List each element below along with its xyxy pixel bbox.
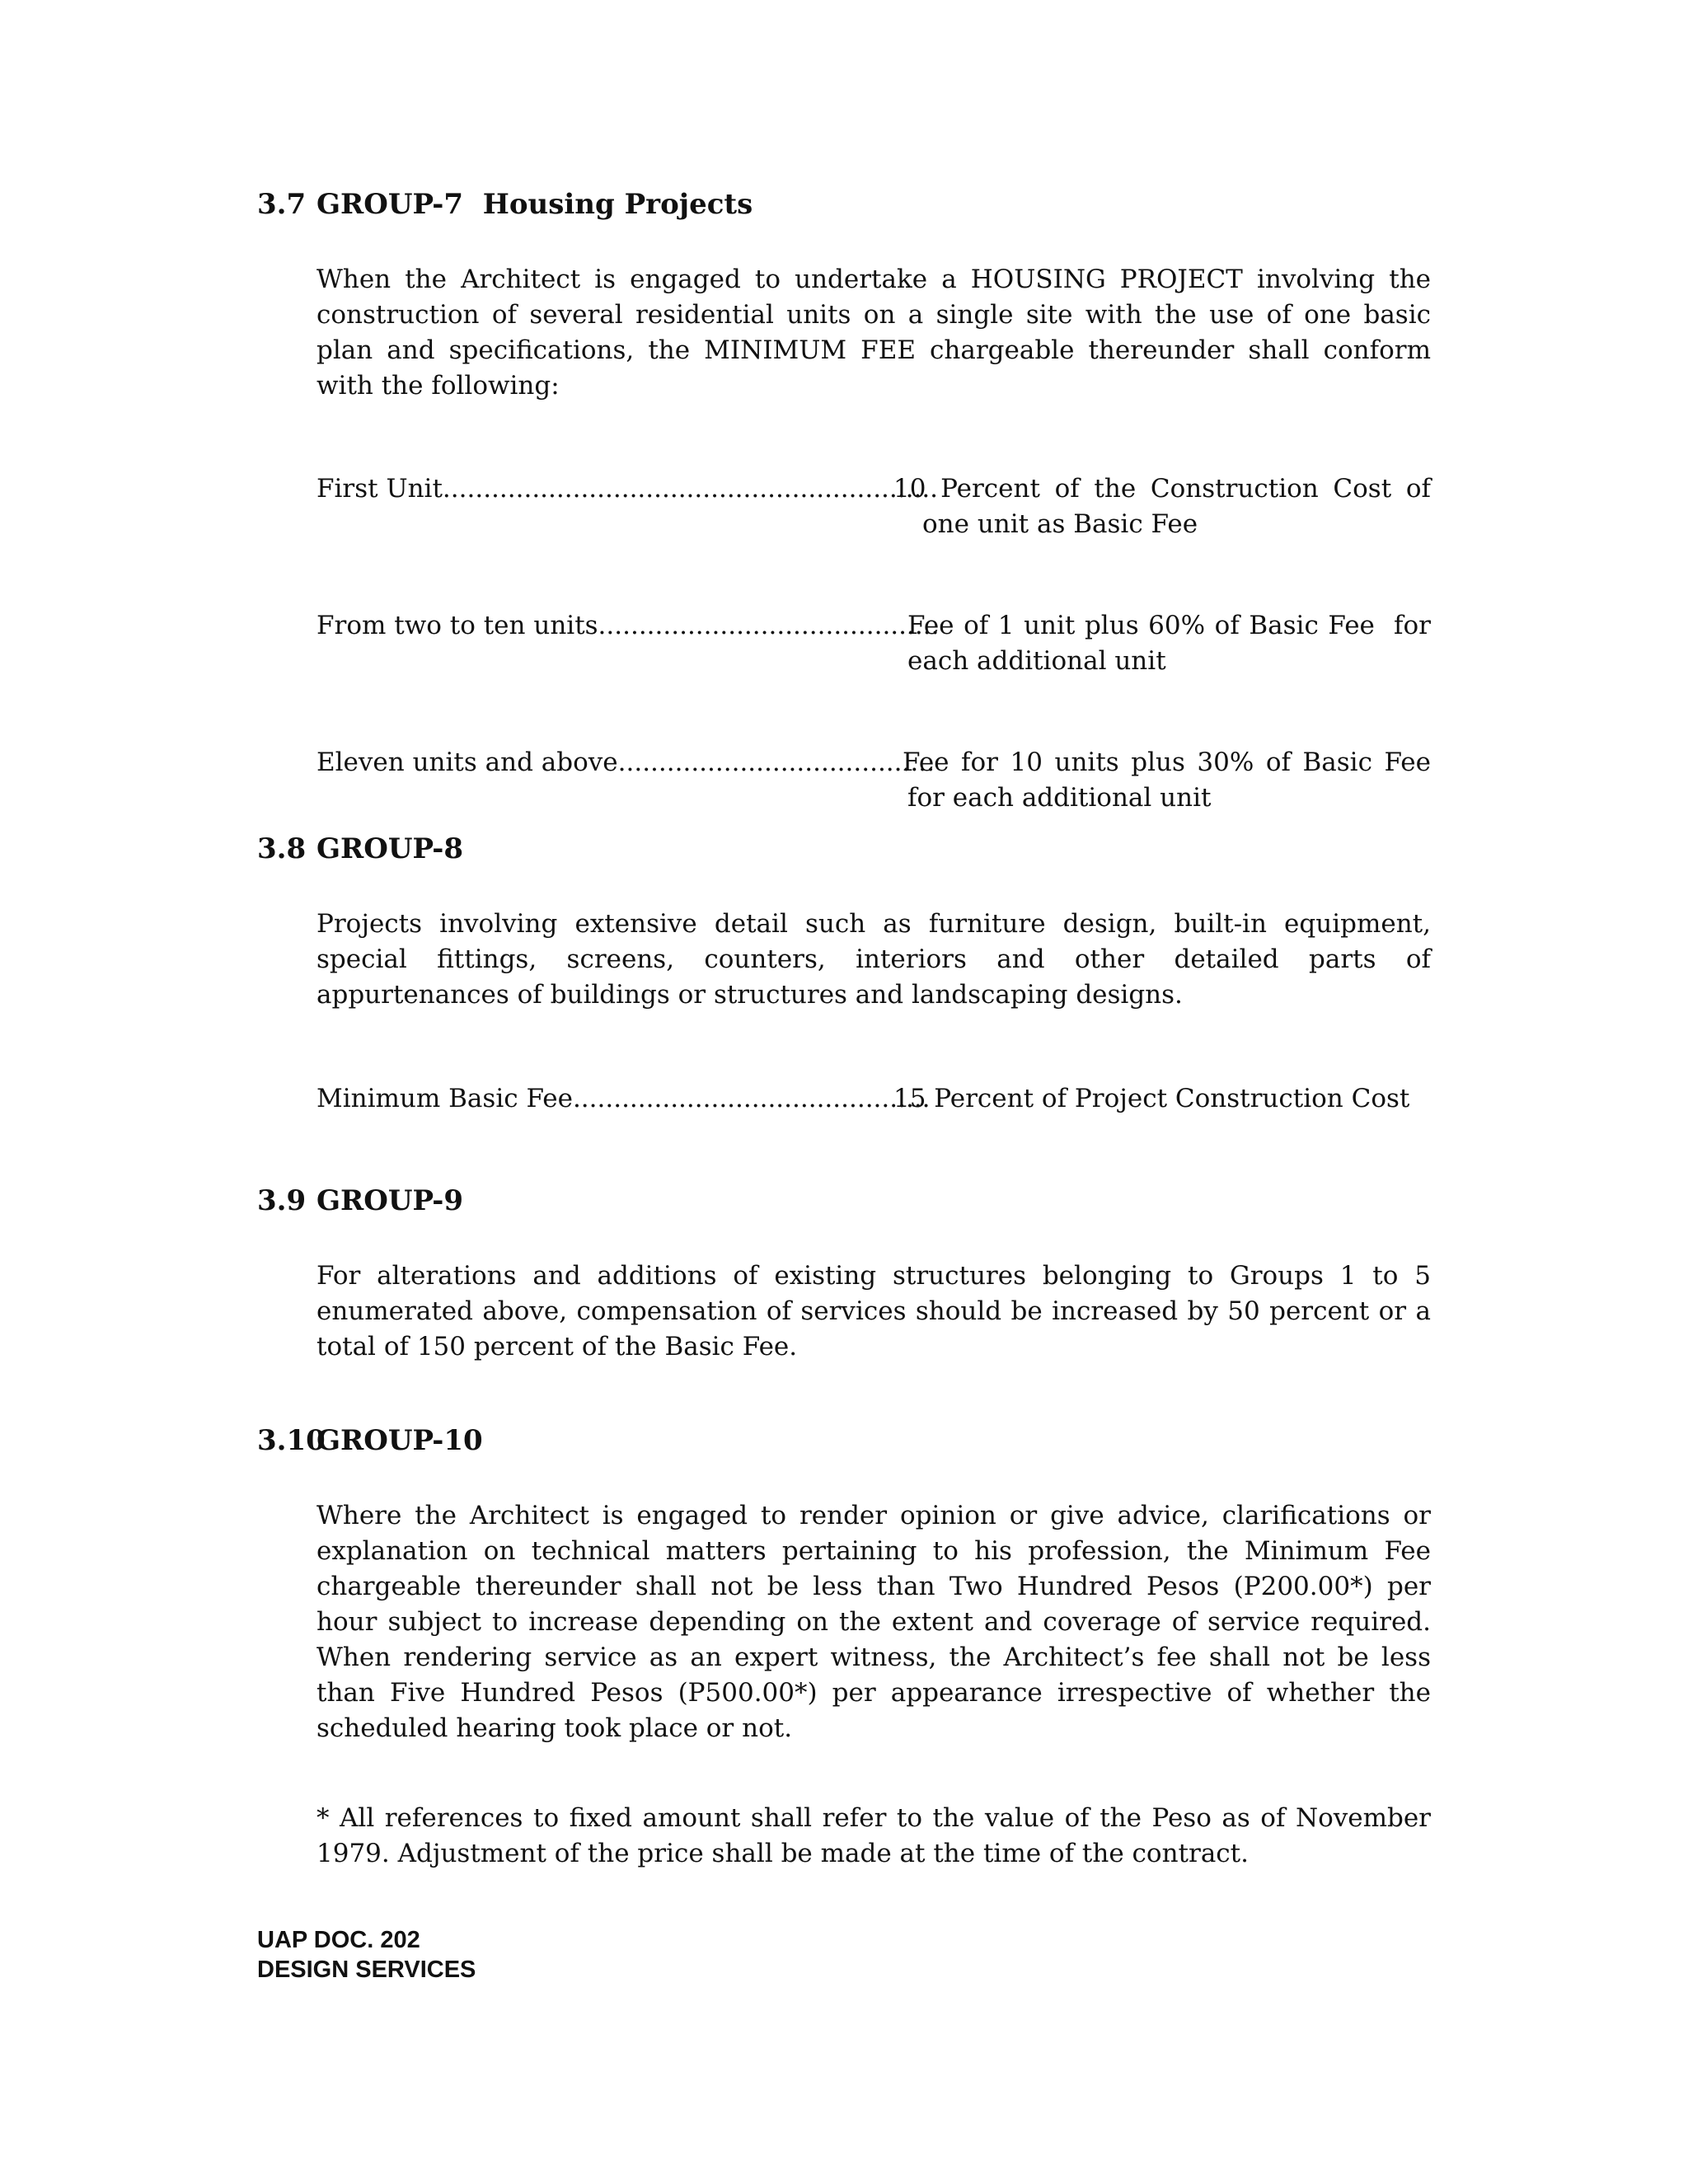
- section-number: 3.7: [257, 188, 307, 221]
- fee-label: Minimum Basic Fee............................................: [316, 1084, 931, 1113]
- section-heading-3-7: [257, 188, 753, 221]
- section-number: 3.8: [257, 832, 307, 865]
- group9-paragraph: For alterations and additions of existing structures belonging to Groups 1 to 5 enumerated above, compensation of services should be increased by 50 percent or a total of 150 percent of the Basic Fee.: [316, 1261, 1431, 1361]
- document-footer: [257, 1925, 476, 1985]
- section-number: 3.9: [257, 1184, 307, 1217]
- section-number: 3.10: [257, 1424, 326, 1457]
- fee-label: From two to ten units..........................................: [316, 611, 940, 640]
- section-title: GROUP-10: [316, 1424, 483, 1457]
- group8-paragraph: Projects involving extensive detail such as furniture design, built-in equipment, special fittings, screens, counters, interiors and other detailed parts of appurtenances of buildings or structures and landscaping designs.: [316, 909, 1431, 1010]
- housing-intro-paragraph: When the Architect is engaged to undertake a HOUSING PROJECT involving the construction of several residential units on a single site with the use of one basic plan and specifications, the MINIMUM FEE chargeable thereunder shall conform with the following:: [316, 265, 1431, 401]
- footer-doc-title: DESIGN SERVICES: [257, 1957, 476, 1983]
- fee-label: Eleven units and above.......................................: [316, 748, 935, 777]
- fee-value: 15 Percent of Project Construction Cost: [893, 1084, 1410, 1113]
- footer-doc-number: UAP DOC. 202: [257, 1927, 420, 1953]
- fee-value: Fee of 1 unit plus 60% of Basic Fee for each additional unit: [907, 611, 1439, 676]
- footnote-paragraph: * All references to fixed amount shall refer to the value of the Peso as of November 1979. Adjustment of the price shall be made at the time of the contract.: [316, 1803, 1431, 1868]
- section-title: GROUP-9: [316, 1184, 464, 1217]
- fee-value: 10 Percent of the Construction Cost of one unit as Basic Fee: [893, 474, 1431, 539]
- section-title: GROUP-8: [316, 832, 464, 865]
- group10-paragraph: Where the Architect is engaged to render opinion or give advice, clarifications or explanation on technical matters pertaining to his profession, the Minimum Fee chargeable thereunder shall not be less than Two Hundred Pesos (P200.00*) per hour subject to increase depending on the extent and coverage of service required. When rendering service as an expert witness, the Architect’s fee shall not be less than Five Hundred Pesos (P500.00*) per appearance irrespective of whether the scheduled hearing took place or not.: [316, 1501, 1431, 1743]
- fee-value: Fee for 10 units plus 30% of Basic Fee for each additional unit: [903, 748, 1431, 813]
- fee-label: First Unit.............................................................: [316, 474, 939, 504]
- section-title: GROUP-7 Housing Projects: [316, 188, 753, 221]
- section-heading-3-9: [257, 1184, 463, 1217]
- section-heading-3-10: [257, 1424, 483, 1457]
- section-heading-3-8: [257, 832, 463, 865]
